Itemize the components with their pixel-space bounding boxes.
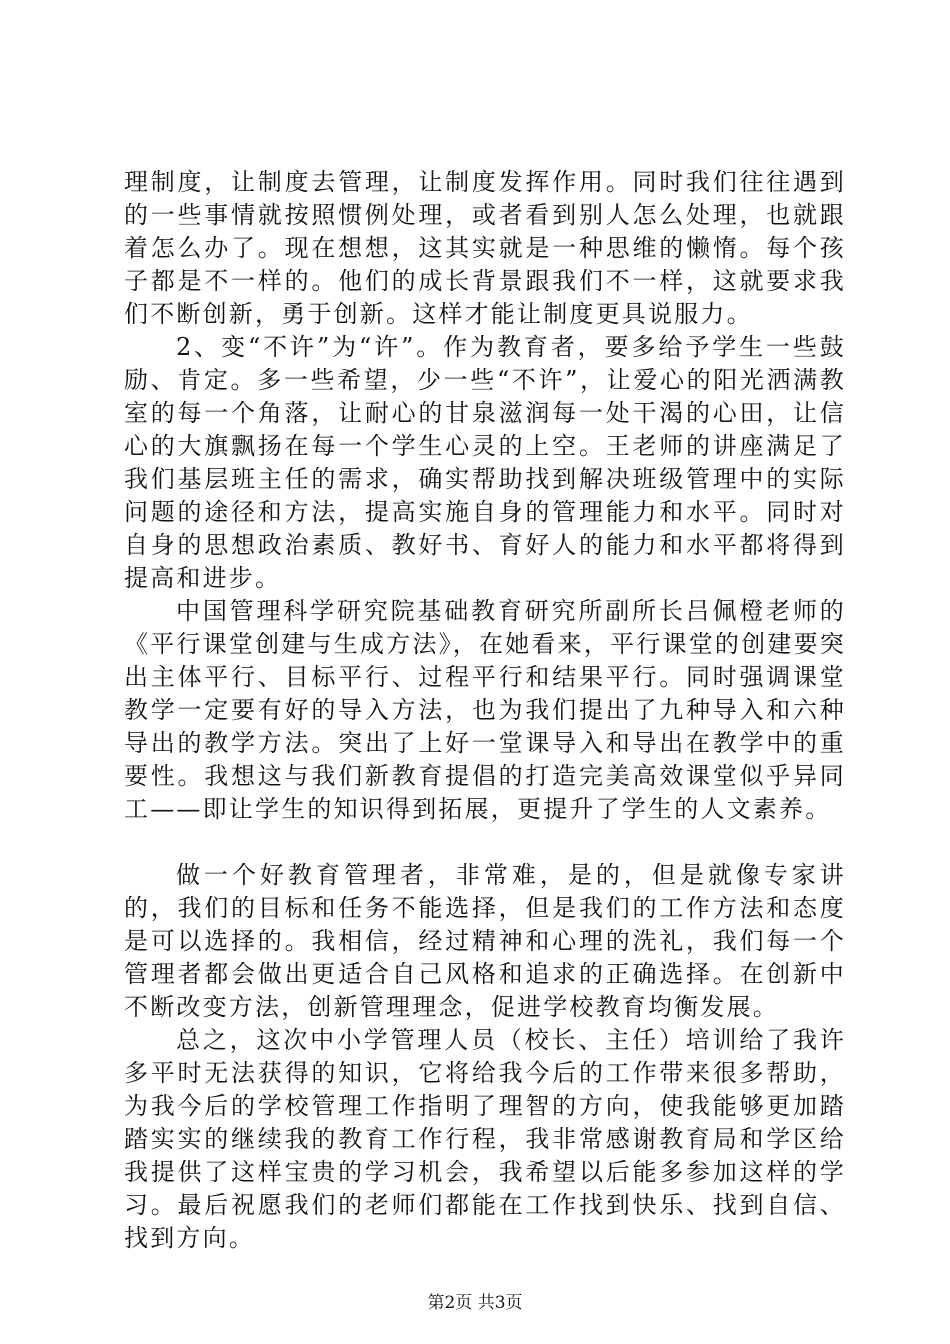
page-number-footer: 第2页 共3页: [427, 1293, 523, 1313]
document-body: [124, 166, 846, 1255]
paragraph-spacer: [124, 826, 846, 859]
paragraph-1: 理制度，让制度去管理，让制度发挥作用。同时我们往往遇到的一些事情就按照惯例处理，或者看到别人怎么处理，也就跟着怎么办了。现在想想，这其实就是一种思维的懒惰。每个孩子都是不一样的。他们的成长背景跟我们不一样，这就要求我们不断创新，勇于创新。这样才能让制度更具说服力。: [124, 168, 846, 328]
paragraph-5: 总之，这次中小学管理人员（校长、主任）培训给了我许多平时无法获得的知识，它将给我今后的工作带来很多帮助，为我今后的学校管理工作指明了理智的方向，使我能够更加踏踏实实的继续我的教育工作行程，我非常感谢教育局和学区给我提供了这样宝贵的学习机会，我希望以后能多参加这样的学习。最后祝愿我们的老师们都能在工作找到快乐、找到自信、找到方向。: [124, 1026, 846, 1252]
paragraph-4: 做一个好教育管理者，非常难，是的，但是就像专家讲的，我们的目标和任务不能选择，但是我们的工作方法和态度是可以选择的。我相信，经过精神和心理的洗礼，我们每一个管理者都会做出更适合自己风格和追求的正确选择。在创新中不断改变方法，创新管理理念，促进学校教育均衡发展。: [124, 861, 846, 1021]
paragraph-2: 2、变“不许”为“许”。作为教育者，要多给予学生一些鼓励、肯定。多一些希望，少一些“不许”，让爱心的阳光洒满教室的每一个角落，让耐心的甘泉滋润每一处干渴的心田，让信心的大旗飘扬在每一个学生心灵的上空。王老师的讲座满足了我们基层班主任的需求，确实帮助找到解决班级管理中的实际问题的途径和方法，提高实施自身的管理能力和水平。同时对自身的思想政治素质、教好书、育好人的能力和水平都将得到提高和进步。: [124, 333, 846, 592]
paragraph-3: 中国管理科学研究院基础教育研究所副所长吕佩橙老师的《平行课堂创建与生成方法》，在她看来，平行课堂的创建要突出主体平行、目标平行、过程平行和结果平行。同时强调课堂教学一定要有好的导入方法，也为我们提出了九种导入和六种导出的教学方法。突出了上好一堂课导入和导出在教学中的重要性。我想这与我们新教育提倡的打造完美高效课堂似乎异同工——即让学生的知识得到拓展，更提升了学生的人文素养。: [124, 597, 846, 823]
